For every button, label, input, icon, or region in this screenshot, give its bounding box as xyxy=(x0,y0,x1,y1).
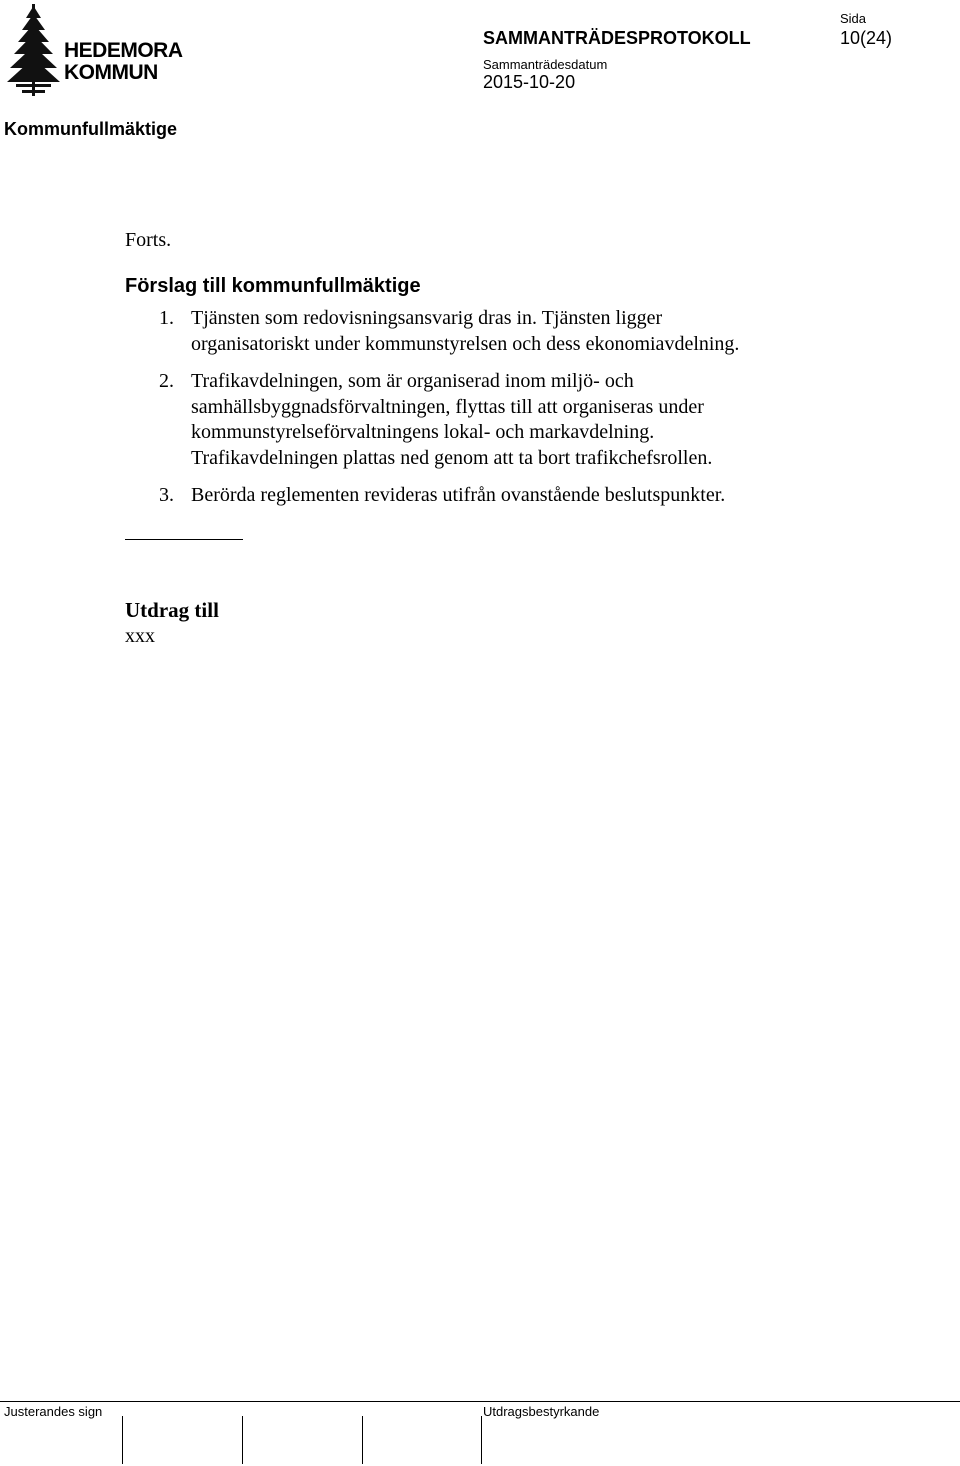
meeting-date-label: Sammanträdesdatum xyxy=(483,57,608,72)
decision-body: Kommunfullmäktige xyxy=(4,119,178,139)
page-label: Sida xyxy=(840,11,867,26)
proposal-heading: Förslag till kommunfullmäktige xyxy=(125,275,421,297)
footer-divider xyxy=(0,1401,960,1402)
logo-line-1: HEDEMORA xyxy=(64,39,183,62)
list-item-text xyxy=(191,483,911,509)
signature-box-divider xyxy=(481,1416,482,1464)
signature-box-divider xyxy=(242,1416,243,1464)
list-item-line: Tjänsten som redovisningsansvarig dras in. Tjänsten ligger xyxy=(191,307,663,329)
logo-line-2: KOMMUN xyxy=(64,61,158,84)
section-divider xyxy=(125,539,243,540)
list-item-line: Trafikavdelningen, som är organiserad inom miljö- och xyxy=(191,370,634,392)
list-item-text xyxy=(191,306,911,357)
document-title: SAMMANTRÄDESPROTOKOLL xyxy=(483,28,751,48)
page-number: 10(24) xyxy=(840,28,893,48)
list-item-line: kommunstyrelseförvaltningens lokal- och markavdelning. xyxy=(191,421,655,443)
continued-label: Forts. xyxy=(125,229,172,251)
extract-heading: Utdrag till xyxy=(125,598,219,622)
municipality-logo-wordmark xyxy=(64,40,183,84)
list-item-number: 2. xyxy=(159,370,174,392)
list-item-number: 3. xyxy=(159,484,174,506)
meeting-date: 2015-10-20 xyxy=(483,72,576,92)
signature-label: Justerandes sign xyxy=(4,1404,103,1419)
list-item-line: Trafikavdelningen plattas ned genom att ta bort trafikchefsrollen. xyxy=(191,446,713,469)
list-item-number: 1. xyxy=(159,307,174,329)
list-item-text xyxy=(191,369,911,471)
signature-box-divider xyxy=(362,1416,363,1464)
list-item-line: Berörda reglementen revideras utifrån ovanstående beslutspunkter. xyxy=(191,484,726,506)
list-item-line: organisatoriskt under kommunstyrelsen och dess ekonomiavdelning. xyxy=(191,332,740,355)
signature-box-divider xyxy=(122,1416,123,1464)
extract-recipients: xxx xyxy=(125,625,155,647)
list-item-line: samhällsbyggnadsförvaltningen, flyttas till att organiseras under xyxy=(191,395,704,418)
verification-label: Utdragsbestyrkande xyxy=(483,1404,600,1419)
